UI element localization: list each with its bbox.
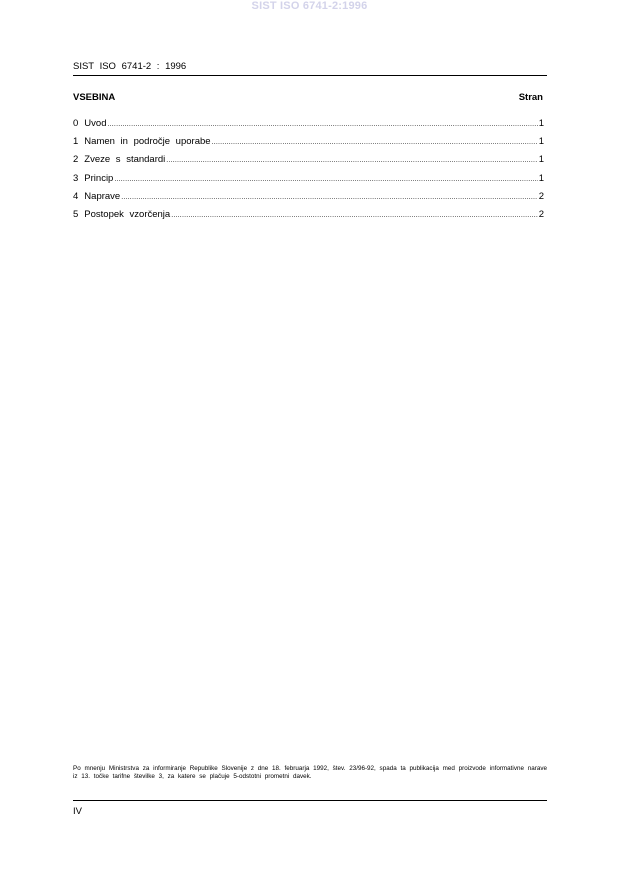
dot-leader [121, 194, 537, 201]
toc-entry[interactable] [73, 118, 544, 136]
table-of-contents [73, 118, 544, 227]
toc-entry[interactable] [73, 136, 544, 154]
document-id: SIST ISO 6741-2 : 1996 [73, 61, 187, 72]
toc-entry-page: 1 [538, 136, 544, 148]
toc-entry-page: 2 [538, 208, 544, 220]
toc-entry-title: Namen in področje uporabe [84, 136, 211, 148]
toc-entry[interactable] [73, 154, 544, 172]
toc-entry-title: Postopek vzorčenja [84, 208, 171, 220]
watermark: SIST ISO 6741-2:1996 [251, 0, 368, 12]
dot-leader [166, 157, 537, 164]
toc-entry-page: 1 [538, 154, 544, 166]
toc-entry[interactable] [73, 209, 544, 227]
footnote: Po mnenju Ministrstva za informiranje Republike Slovenije z dne 18. februarja 1992, štev. 23/96-92, spada ta publikacija med proizvode informativne narave iz 13. točke tarifne številke 3, za katere se plačuje 5-odstotni prometni davek. [73, 765, 547, 781]
toc-entry-page: 1 [538, 118, 544, 129]
toc-entry-number: 0 [73, 118, 79, 129]
toc-entry[interactable] [73, 191, 544, 209]
toc-title: VSEBINA [73, 92, 116, 103]
page-number: IV [73, 806, 82, 817]
dot-leader [212, 139, 538, 146]
toc-entry-number: 4 [73, 190, 79, 202]
toc-page-column-label: Stran [518, 92, 543, 103]
toc-entry-page: 1 [538, 172, 544, 184]
header-rule [73, 75, 547, 76]
toc-entry-page: 2 [538, 190, 544, 202]
toc-heading [73, 92, 543, 103]
toc-entry-title: Naprave [84, 190, 121, 202]
toc-entry[interactable] [73, 173, 544, 191]
toc-entry-number: 1 [73, 136, 79, 148]
footer-rule [73, 800, 547, 801]
toc-entry-title: Uvod [84, 118, 107, 129]
dot-leader [114, 176, 537, 183]
dot-leader [171, 212, 537, 219]
toc-entry-number: 3 [73, 172, 79, 184]
toc-entry-number: 2 [73, 154, 79, 166]
toc-entry-title: Zveze s standardi [84, 154, 166, 166]
toc-entry-number: 5 [73, 208, 79, 220]
dot-leader [107, 121, 537, 128]
toc-entry-title: Princip [84, 172, 114, 184]
